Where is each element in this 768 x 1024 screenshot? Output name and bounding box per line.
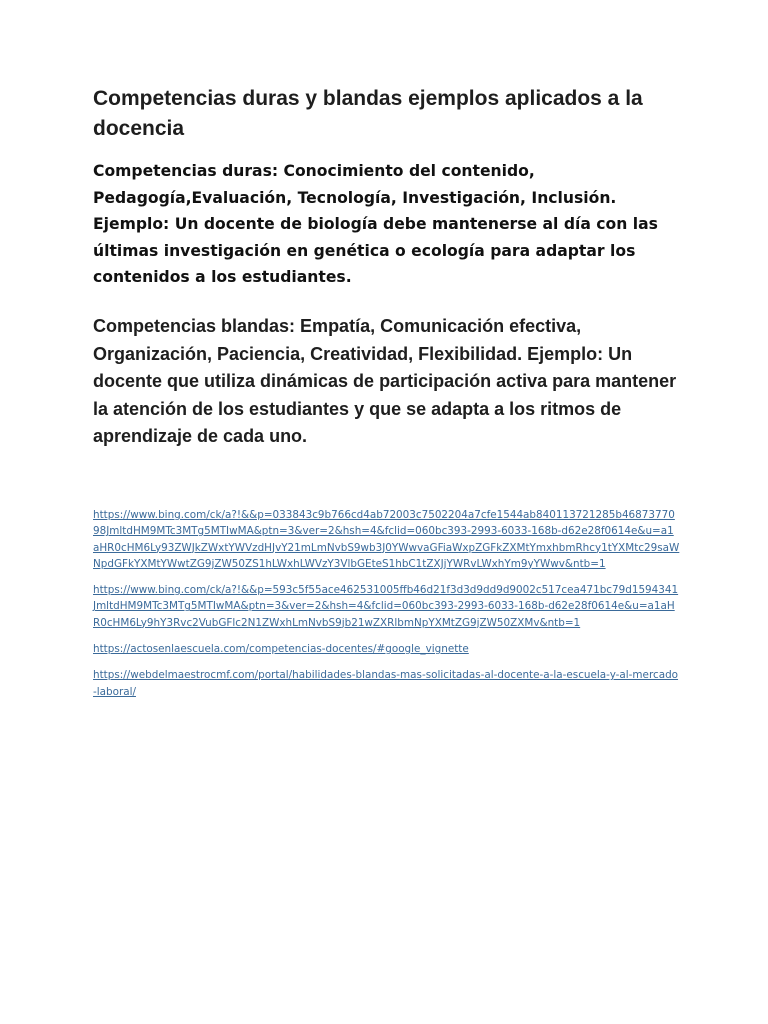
reference-link-actosenlaescuela[interactable]: https://actosenlaescuela.com/competencias-docentes/#google_vignette <box>93 643 469 656</box>
soft-skills-paragraph: Competencias blandas: Empatía, Comunicación efectiva, Organización, Paciencia, Creatividad, Flexibilidad. Ejemplo: Un docente que utiliza dinámicas de participación activa para mantener la atención de los estudiantes y que se adapta a los ritmos de aprendizaje de cada uno. <box>93 315 677 447</box>
reference-link-bing-1[interactable]: https://www.bing.com/ck/a?!&&p=033843c9b766cd4ab72003c7502204a7cfe1544ab840113721285b4687377098JmltdHM9MTc3MTg5MTIwMA&ptn=3&ver=2&hsh=4&fclid=060bc393-2993-6033-168b-d62e28f0614e&u=a1aHR0cHM6Ly93ZWJkZWxtYWVzdHJvY21mLmNvbS9wb3J0YWwvaGFiaWxpZGFkZXMtYmxhbmRhcy1tYXMtc29saWNpdGFkYXMtYWwtZG9jZW50ZS1hLWxhLWVzY3VlbGEteS1hbC1tZXJjYWRvLWxhYm9yYWwv&ntb=1 <box>93 508 680 570</box>
hard-skills-paragraph: Competencias duras: Conocimiento del contenido, Pedagogía,Evaluación, Tecnología, Investigación, Inclusión. Ejemplo: Un docente de biología debe mantenerse al día con las últimas investigación en genética o ecología para adaptar los contenidos a los estudiantes. <box>93 162 658 287</box>
reference-link-bing-2[interactable]: https://www.bing.com/ck/a?!&&p=593c5f55ace462531005ffb46d21f3d3d9dd9d9002c517cea471bc79d1594341JmltdHM9MTc3MTg5MTIwMA&ptn=3&ver=2&hsh=4&fclid=060bc393-2993-6033-168b-d62e28f0614e&u=a1aHR0cHM6Ly9hY3Rvc2VubGFlc2N1ZWxhLmNvbS9jb21wZXRlbmNpYXMtZG9jZW50ZXMv&ntb=1 <box>93 584 679 629</box>
reference-link-webdelmaestro[interactable]: https://webdelmaestrocmf.com/portal/habilidades-blandas-mas-solicitadas-al-docente-a-la-escuela-y-al-mercado-laboral/ <box>93 669 679 698</box>
document-title: Competencias duras y blandas ejemplos aplicados a la docencia <box>93 87 643 140</box>
references-list <box>93 507 680 700</box>
